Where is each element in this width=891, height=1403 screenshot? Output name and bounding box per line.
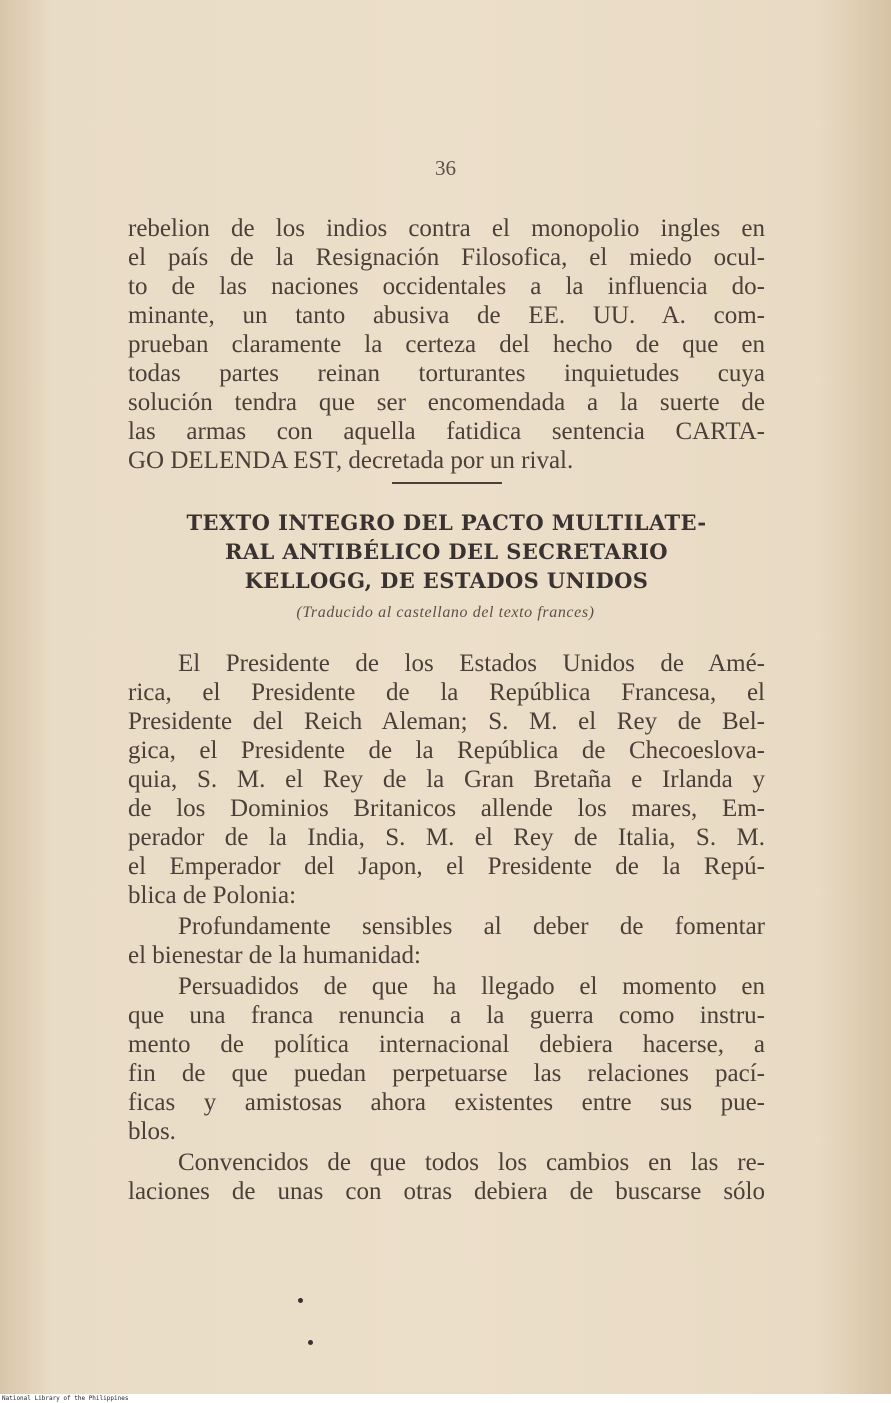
section-divider [392,482,502,484]
intro-paragraph [128,214,765,475]
paragraph-persuadidos [128,972,765,1146]
text-line: laciones de unas con otras debiera de buscarse sólo [128,1178,765,1205]
text-line: las armas con aquella fatidica sentencia CARTA- [128,418,765,445]
text-line: blos. [128,1118,176,1145]
text-line: GO DELENDA EST, decretada por un rival. [128,447,574,474]
text-line: gica, el Presidente de la República de Checoeslova- [128,737,765,764]
paragraph-sensibles [128,912,765,970]
paragraph-signatories [128,649,765,910]
ink-dot [308,1340,313,1345]
text-line: El Presidente de los Estados Unidos de Amé- [178,650,765,677]
text-line: prueban claramente la certeza del hecho de que en [128,331,765,358]
text-line: el Emperador del Japon, el Presidente de la Repú- [128,853,765,880]
footer-credit: National Library of the Philippines [2,1395,129,1402]
text-line: Profundamente sensibles al deber de fomentar [178,913,765,940]
text-line: Convencidos de que todos los cambios en las re- [178,1149,765,1176]
text-line: rebelion de los indios contra el monopolio ingles en [128,215,765,242]
paragraph-convencidos [128,1148,765,1206]
text-line: perador de la India, S. M. el Rey de Italia, S. M. [128,824,765,851]
text-line: rica, el Presidente de la República Francesa, el [128,679,765,706]
footer-strip [0,1394,891,1403]
text-line: que una franca renuncia a la guerra como instru- [128,1002,765,1029]
text-line: mento de política internacional debiera hacerse, a [128,1031,765,1058]
text-line: minante, un tanto abusiva de EE. UU. A. com- [128,302,765,329]
text-line: blica de Polonia: [128,882,297,909]
text-line: Persuadidos de que ha llegado el momento en [178,973,765,1000]
text-line: de los Dominios Britanicos allende los mares, Em- [128,795,765,822]
text-line: quia, S. M. el Rey de la Gran Bretaña e Irlanda y [128,766,765,793]
text-line: ficas y amistosas ahora existentes entre sus pue- [128,1089,765,1116]
ink-dot [298,1298,303,1303]
text-line: Presidente del Reich Aleman; S. M. el Rey de Bel- [128,708,765,735]
heading-line: KELLOGG, DE ESTADOS UNIDOS [244,568,649,593]
text-line: el país de la Resignación Filosofica, el miedo ocul- [128,244,765,271]
heading-line: TEXTO INTEGRO DEL PACTO MULTILATE- [186,510,707,535]
section-subheading: (Traducido al castellano del texto frances) [296,604,595,621]
text-line: todas partes reinan torturantes inquietudes cuya [128,360,765,387]
section-heading [128,508,765,595]
text-line: el bienestar de la humanidad: [128,942,421,969]
text-line: solución tendra que ser encomendada a la suerte de [128,389,765,416]
text-line: to de las naciones occidentales a la influencia do- [128,273,765,300]
text-line: fin de que puedan perpetuarse las relaciones pací- [128,1060,765,1087]
heading-line: RAL ANTIBÉLICO DEL SECRETARIO [224,539,668,564]
page-number: 36 [435,156,456,180]
